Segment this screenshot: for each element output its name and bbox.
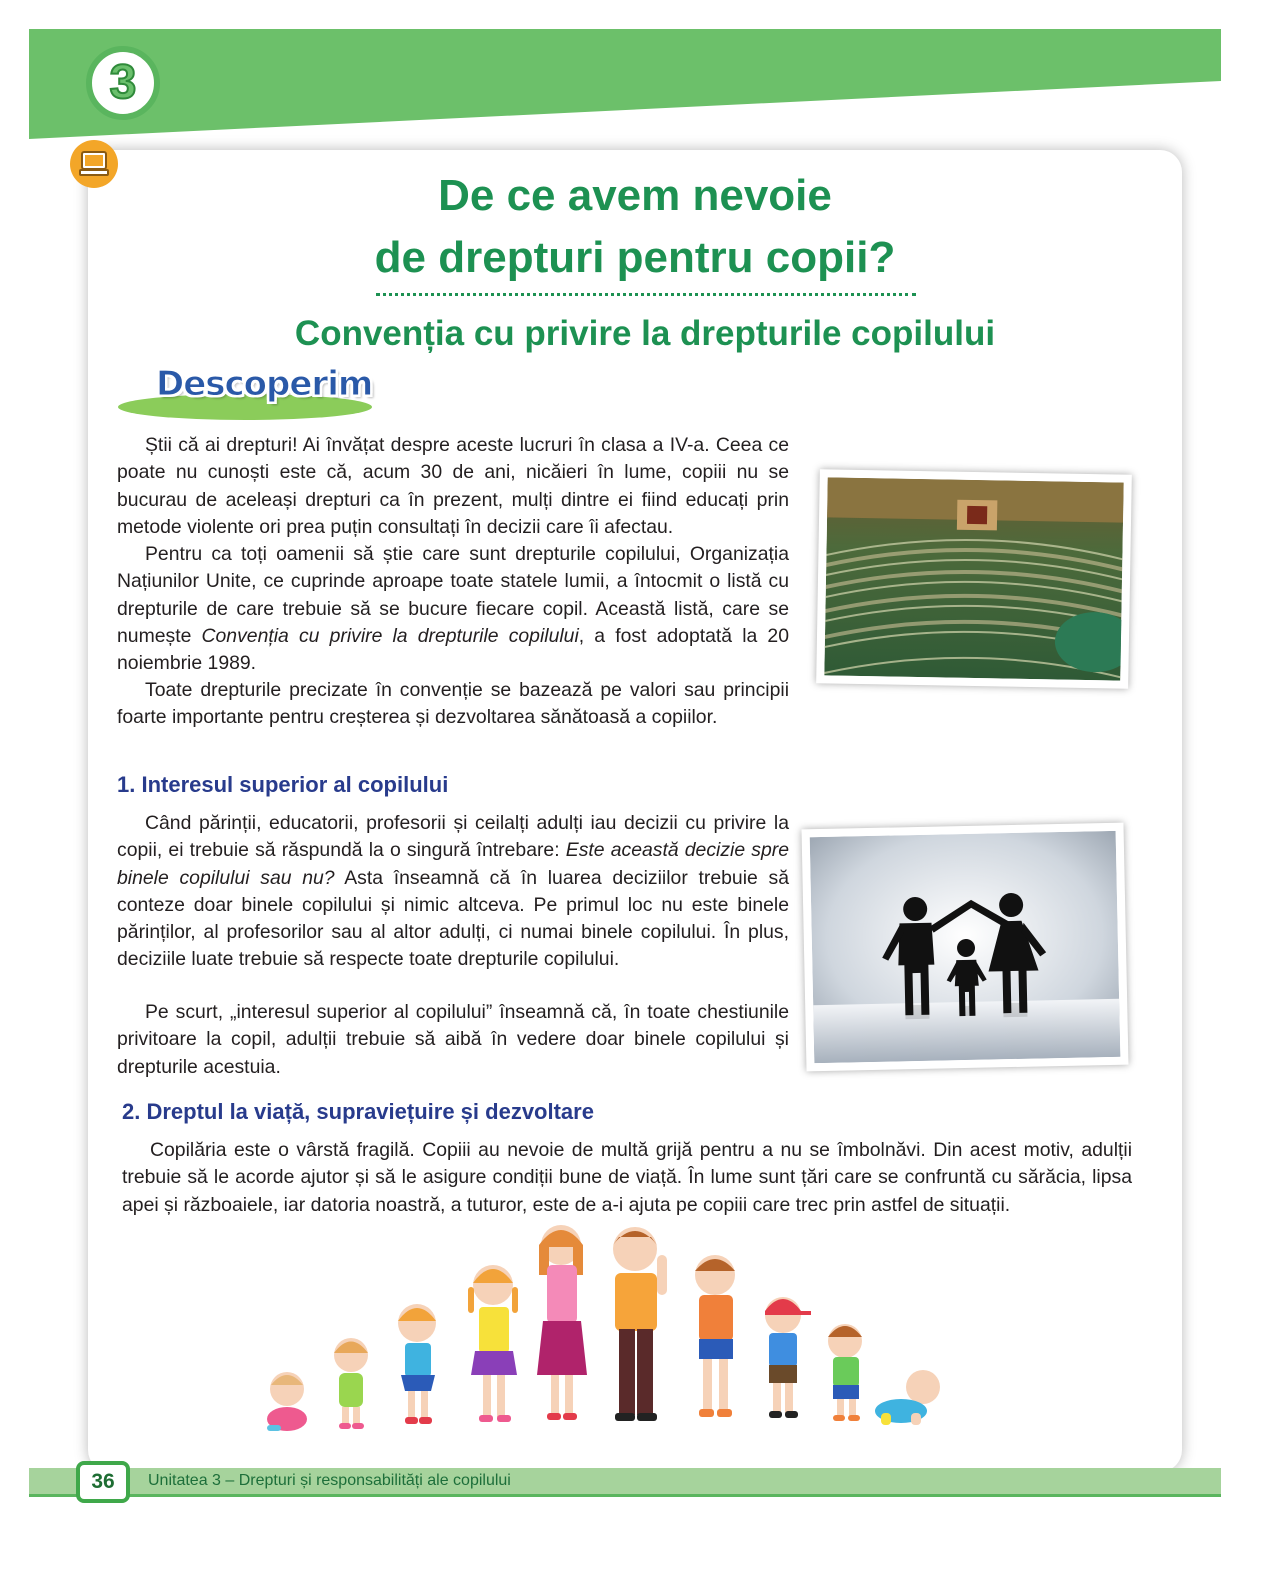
section1-paragraph-1: Când părinții, educatorii, profesorii și ceilalți adulți iau decizii cu privire la copii, ei trebuie să răspundă la o singură întrebare: Este această decizie spre binele copilului sau nu? Asta înseamnă că în luarea deciziilor trebuie să conteze doar binele copilului și nimic altceva. Pe primul loc nu este binele părinților, al profesorilor sau al altor adulți, ci numai binele copilului. În plus, deciziile luate trebuie să respecte toate drepturile copilului. — [117, 812, 789, 971]
footer-line — [29, 1494, 1221, 1497]
young-girl-figure — [398, 1304, 436, 1424]
section1-heading: 1. Interesul superior al copilului — [117, 772, 449, 797]
page-subtitle: Convenția cu privire la drepturile copilului — [294, 314, 996, 353]
dotted-divider — [376, 293, 916, 296]
man-figure — [613, 1227, 667, 1421]
section1-paragraph-2: Pe scurt, „interesul superior al copilului” înseamnă că, în toate chestiunile privitoare la copil, adulții trebuie să aibă în vedere doar binele copilului și drepturile acestuia. — [117, 1001, 789, 1078]
schoolgirl-figure — [468, 1265, 518, 1422]
intro-paragraph-1: Știi că ai drepturi! Ai învățat despre aceste lucruri în clasa a IV-a. Ceea ce poate nu cunoști este că, acum 30 de ani, nicăieri în lume, copiii nu se bucurau de aceleași drepturi ca în prezent, mulți dintre ei fiind educați prin metode violente ori prea puțin consultați în decizii care îi afectau. — [117, 434, 789, 538]
page-title-line1: De ce avem nevoie — [438, 171, 832, 220]
teen-boy-figure — [695, 1255, 735, 1417]
growth-stages-illustration — [255, 1215, 955, 1435]
header-band — [29, 29, 1241, 139]
section-tag-label: Descoperim — [156, 364, 373, 404]
family-silhouette-photo — [802, 823, 1129, 1072]
intro-paragraph-2: Pentru ca toți oamenii să știe care sunt drepturile copilului, Organizația Națiunilor Unite, ce cuprinde aproape toate statele lumii, a întocmit o listă cu drepturile de care trebuie să se bucure fiecare copil. Această listă, care se numește Convenția cu privire la drepturile copilului, a fost adoptată la 20 noiembrie 1989. — [117, 543, 789, 675]
computer-icon — [70, 140, 118, 188]
woman-figure — [537, 1225, 587, 1420]
boy-with-cap-figure — [765, 1297, 811, 1418]
section2-paragraph: Copilăria este o vârstă fragilă. Copiii au nevoie de multă grijă pentru a nu se îmbolnăvi. Din acest motiv, adulții trebuie să le acorde ajutor și să le asigure condiții bune de viață. În lume sunt țări care se confruntă cu sărăcia, lipsa apei și războaiele, iar datoria noastră, a tuturor, este de a-i ajuta pe copiii care trec prin astfel de situații. — [122, 1139, 1132, 1216]
assembly-hall-photo — [816, 469, 1132, 688]
toddler-girl-figure — [334, 1338, 368, 1429]
intro-paragraph-3: Toate drepturile precizate în convenție se bazează pe valori sau principii foarte importante pentru creșterea și dezvoltarea sănătoasă a copiilor. — [117, 679, 789, 729]
small-boy-figure — [828, 1324, 862, 1421]
unit-number-badge — [86, 46, 160, 120]
section2-heading: 2. Dreptul la viață, supraviețuire și dezvoltare — [122, 1099, 594, 1124]
page-title-line2: de drepturi pentru copii? — [374, 233, 896, 282]
section-tag — [118, 366, 372, 420]
page-number: 36 — [76, 1461, 130, 1503]
unit-number: 3 — [109, 56, 137, 109]
crawling-baby-figure — [875, 1370, 940, 1425]
footer-unit-title: Unitatea 3 – Drepturi și responsabilități ale copilului — [148, 1472, 511, 1489]
baby-girl-figure — [267, 1372, 307, 1431]
